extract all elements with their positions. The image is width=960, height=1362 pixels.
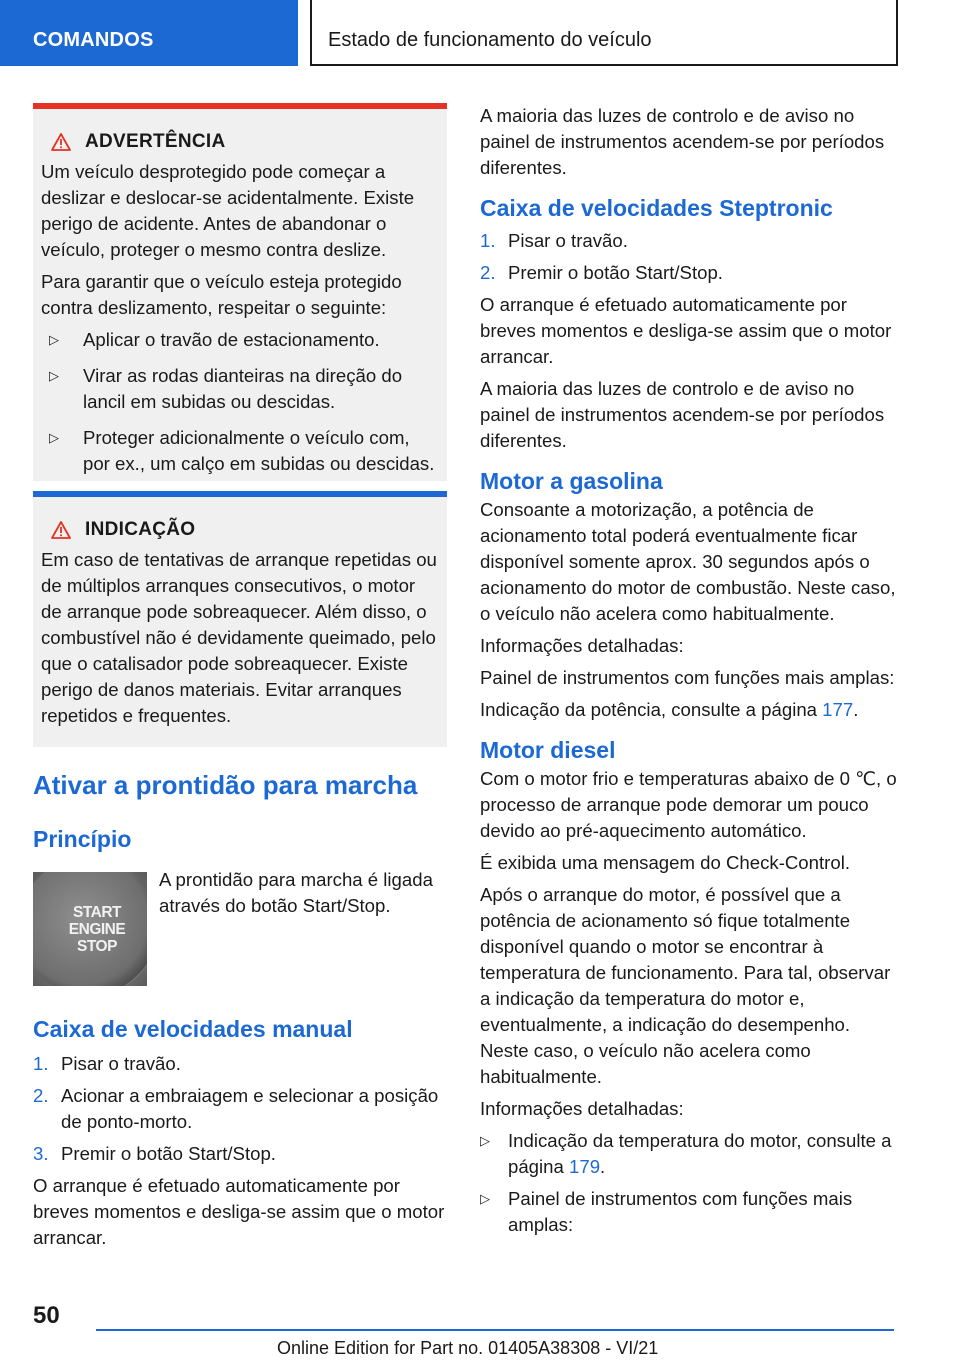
list-item: 3. Premir o botão Start/Stop.	[33, 1143, 276, 1164]
list-item: 1. Pisar o travão.	[480, 230, 628, 251]
manual-steps	[33, 1051, 447, 1167]
principle-section	[33, 826, 447, 853]
list-item: ▷ Proteger adicionalmente o veículo com, por ex., um calço em subidas ou descidas.	[41, 425, 439, 477]
list-item: ▷ Painel de instrumentos com funções mais amplas:	[480, 1186, 898, 1238]
start-stop-button-image	[33, 872, 147, 986]
chapter-header	[310, 0, 898, 66]
manual-heading: Caixa de velocidades manual	[33, 1016, 353, 1042]
principle-text-block	[159, 867, 449, 925]
gasoline-details-2: Indicação da potência, consulte a página 177.	[480, 699, 859, 720]
bullet-triangle-icon: ▷	[480, 1191, 490, 1206]
warning-bullet-list	[41, 327, 439, 477]
page-number: 50	[33, 1302, 60, 1329]
section-heading: Ativar a prontidão para marcha	[33, 770, 418, 800]
gasoline-heading: Motor a gasolina	[480, 468, 663, 494]
note-box	[33, 491, 447, 747]
warning-box	[33, 103, 447, 481]
warning-text-1: Um veículo desprotegido pode começar a deslizar e deslocar-se acidentalmente. Existe perigo de acidente. Antes de abandonar o veículo, proteger o mesmo contra deslize.	[41, 161, 415, 260]
principle-heading: Princípio	[33, 826, 132, 852]
list-item: 2. Premir o botão Start/Stop.	[480, 262, 723, 283]
manual-text: O arranque é efetuado automaticamente por breves momentos e desliga-se assim que o motor arrancar.	[33, 1175, 445, 1248]
gasoline-text: Consoante a motorização, a potência de acionamento total poderá eventualmente ficar disponível somente aprox. 30 segundos após o acionamento do motor de combustão. Neste caso, o veículo não acelera como habitualmente.	[480, 499, 896, 624]
note-label: INDICAÇÃO	[85, 519, 196, 540]
warning-label: ADVERTÊNCIA	[85, 131, 226, 152]
warning-head	[51, 131, 439, 153]
bullet-triangle-icon: ▷	[49, 332, 59, 347]
page-link[interactable]: 177	[822, 699, 854, 720]
diesel-heading: Motor diesel	[480, 737, 616, 763]
bullet-triangle-icon: ▷	[49, 430, 59, 445]
steptronic-heading: Caixa de velocidades Steptronic	[480, 195, 833, 221]
bullet-triangle-icon: ▷	[49, 368, 59, 383]
note-text: Em caso de tentativas de arranque repetidas ou de múltiplos arranques consecutivos, o motor de arranque pode sobreaquecer. Além disso, o combustível não é devidamente queimado, pelo que o catalisador pode sobreaquecer. Existe perigo de danos materiais. Evitar arranques repetidos e frequentes.	[41, 549, 437, 726]
steptronic-steps	[480, 228, 898, 286]
diesel-details-label: Informações detalhadas:	[480, 1098, 684, 1119]
diesel-bullet-list	[480, 1128, 898, 1238]
gasoline-details-label: Informações detalhadas:	[480, 635, 684, 656]
steptronic-text-1: O arranque é efetuado automaticamente por breves momentos e desliga-se assim que o motor arrancar.	[480, 294, 892, 367]
list-item: 1. Pisar o travão.	[33, 1053, 181, 1074]
page-link[interactable]: 179	[569, 1156, 601, 1177]
list-item: 2. Acionar a embraiagem e selecionar a posição de ponto-morto.	[33, 1085, 439, 1132]
footer-divider	[96, 1329, 894, 1331]
steptronic-text-2: A maioria das luzes de controlo e de aviso no painel de instrumentos acendem-se por períodos diferentes.	[480, 378, 885, 451]
manual-section	[33, 1016, 447, 1257]
section-name: COMANDOS	[33, 29, 154, 51]
list-item: ▷ Indicação da temperatura do motor, consulte a página 179.	[480, 1128, 898, 1180]
warning-triangle-icon	[51, 133, 71, 151]
button-label: START ENGINE STOP	[68, 904, 126, 955]
warning-text-2: Para garantir que o veículo esteja protegido contra deslizamento, respeitar o seguinte:	[41, 271, 402, 318]
list-item: ▷ Aplicar o travão de estacionamento.	[41, 327, 439, 353]
diesel-text-3: Após o arranque do motor, é possível que a potência de acionamento só fique totalmente disponível quando o motor se encontrar à temperatura de funcionamento. Para tal, observar a indicação da temperatura do motor e, eventualmente, a indicação do desempenho. Neste caso, o veículo não acelera como habitualmente.	[480, 884, 891, 1087]
principle-text: A prontidão para marcha é ligada através do botão Start/Stop.	[159, 869, 433, 916]
chapter-title: Estado de funcionamento do veículo	[328, 29, 652, 51]
diesel-text-1: Com o motor frio e temperaturas abaixo de 0 ℃, o processo de arranque pode demorar um pouco devido ao pré-aquecimento automático.	[480, 768, 897, 841]
list-item: ▷ Virar as rodas dianteiras na direção do lancil em subidas ou descidas.	[41, 363, 439, 415]
right-column	[480, 103, 898, 1248]
bullet-triangle-icon: ▷	[480, 1133, 490, 1148]
diesel-text-2: É exibida uma mensagem do Check-Control.	[480, 852, 850, 873]
intro-text: A maioria das luzes de controlo e de aviso no painel de instrumentos acendem-se por períodos diferentes.	[480, 105, 885, 178]
gasoline-details-1: Painel de instrumentos com funções mais amplas:	[480, 667, 895, 688]
section-tab	[0, 0, 298, 66]
footer-edition: Online Edition for Part no. 01405A38308 - VI/21	[277, 1338, 659, 1358]
warning-triangle-icon	[51, 521, 71, 539]
note-head	[51, 519, 439, 541]
